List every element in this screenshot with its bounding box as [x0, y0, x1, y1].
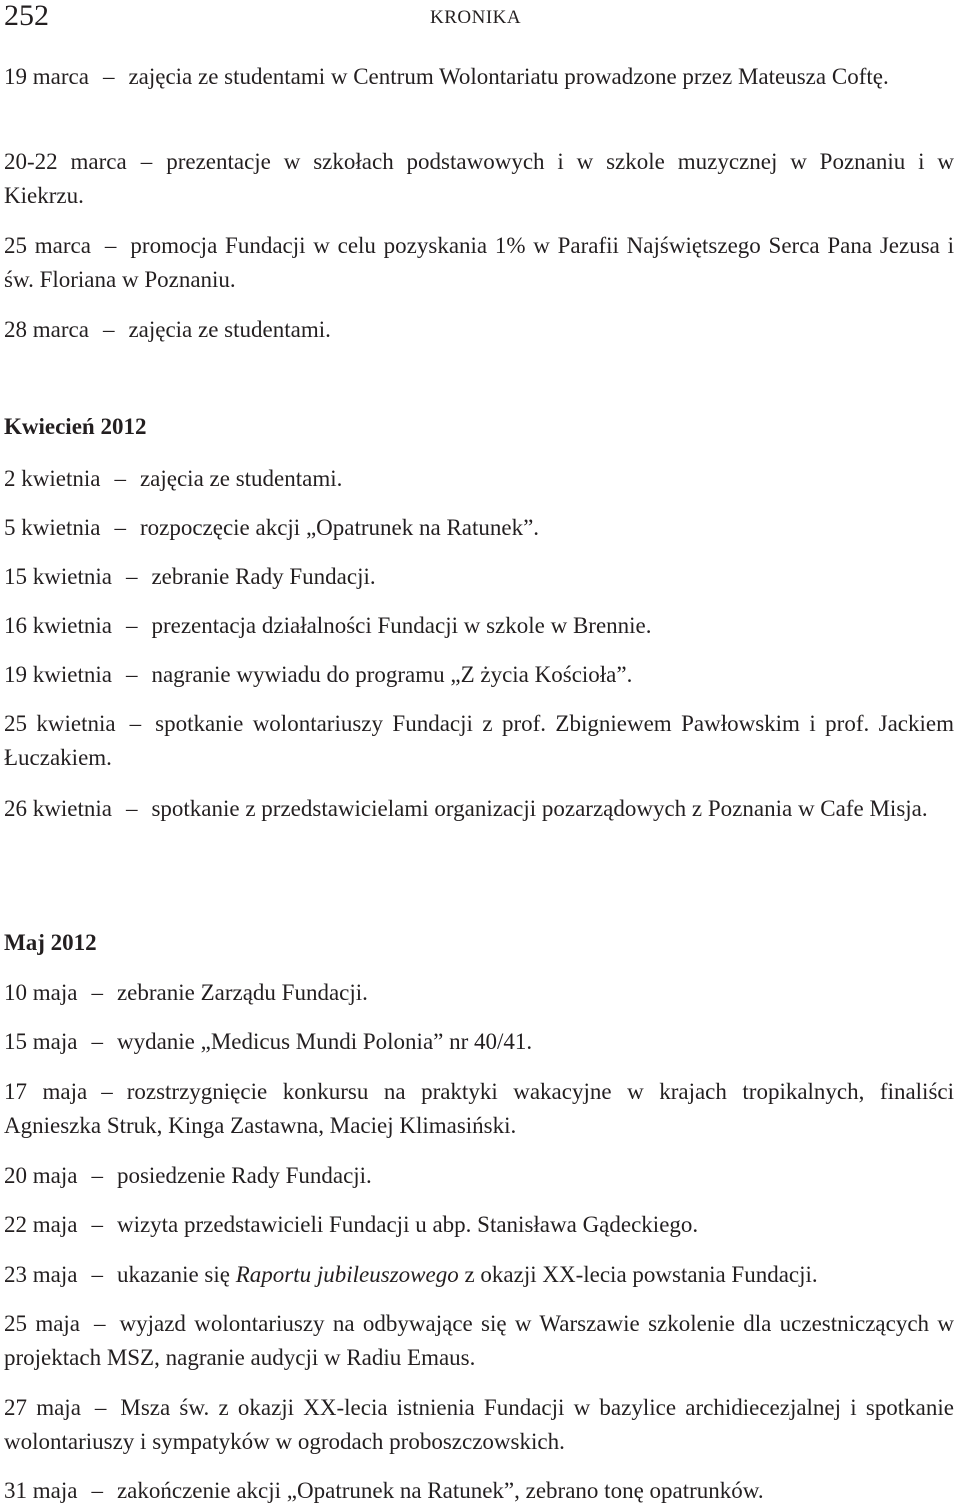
chronicle-entry — [4, 1307, 954, 1375]
entry-text: zajęcia ze studentami. — [128, 317, 331, 342]
entry-text: rozstrzygnięcie konkursu na praktyki wakacyjne w krajach tropikalnych, finaliści Agnieszka Struk, Kinga Zastawna, Maciej Klimasiński. — [4, 1079, 954, 1138]
entry-date: 5 kwietnia — [4, 515, 101, 540]
entry-text-italic-title: Raportu jubileuszowego — [235, 1262, 459, 1287]
entry-text: posiedzenie Rady Fundacji. — [116, 1163, 372, 1188]
entry-date: 23 maja — [4, 1262, 78, 1287]
entry-text: prezentacja działalności Fundacji w szkole w Brennie. — [151, 613, 652, 638]
entry-text: rozpoczęcie akcji „Opatrunek na Ratunek”. — [139, 515, 540, 540]
entry-dash: – — [91, 980, 103, 1005]
entry-date: 2 kwietnia — [4, 466, 101, 491]
entry-date: 10 maja — [4, 980, 78, 1005]
chronicle-entry — [4, 60, 954, 94]
chronicle-entry — [4, 1258, 954, 1292]
entry-dash: – — [91, 1029, 103, 1054]
section-heading-april: Kwiecień 2012 — [4, 414, 147, 439]
chronicle-entry — [4, 313, 954, 347]
entry-dash: – — [114, 515, 126, 540]
section-heading-may: Maj 2012 — [4, 930, 97, 955]
entry-text: wydanie „Medicus Mundi Polonia” nr 40/41. — [116, 1029, 533, 1054]
entry-dash: – — [125, 796, 138, 821]
entry-date: 19 kwietnia — [4, 662, 112, 687]
entry-dash: – — [140, 149, 153, 174]
entry-dash: – — [114, 466, 126, 491]
chronicle-entry — [4, 229, 954, 297]
chronicle-entry — [4, 1474, 954, 1508]
chronicle-entry — [4, 976, 954, 1010]
chronicle-entry — [4, 1075, 954, 1143]
entry-dash: – — [91, 1262, 103, 1287]
chronicle-entry — [4, 1159, 954, 1193]
entry-date: 22 maja — [4, 1212, 78, 1237]
entry-dash: – — [102, 317, 115, 342]
entry-text: zajęcia ze studentami w Centrum Wolontariatu prowadzone przez Mateusza Coftę. — [128, 64, 889, 89]
entry-text: wyjazd wolontariuszy na odbywające się w Warszawie szkolenie dla uczestniczących w projektach MSZ, nagranie audycji w Radiu Emaus. — [4, 1311, 954, 1370]
entry-date: 16 kwietnia — [4, 613, 112, 638]
entry-dash: – — [125, 613, 138, 638]
entry-text: spotkanie wolontariuszy Fundacji z prof. Zbigniewem Pawłowskim i prof. Jackiem Łuczakiem. — [4, 711, 955, 770]
entry-date: 27 maja — [4, 1395, 81, 1420]
entry-dash: – — [104, 233, 117, 258]
entry-dash: – — [94, 1311, 106, 1336]
entry-dash: – — [102, 64, 115, 89]
chronicle-entry — [4, 511, 954, 545]
chronicle-entry — [4, 462, 954, 496]
entry-text: prezentacje w szkołach podstawowych i w szkole muzycznej w Poznaniu i w Kiekrzu. — [4, 149, 954, 208]
entry-date: 15 maja — [4, 1029, 78, 1054]
entry-text: wizyta przedstawicieli Fundacji u abp. Stanisława Gądeckiego. — [116, 1212, 699, 1237]
entry-date: 19 marca — [4, 64, 89, 89]
running-head: KRONIKA — [430, 7, 522, 28]
chronicle-entry — [4, 609, 954, 643]
entry-date: 15 kwietnia — [4, 564, 112, 589]
entry-dash: – — [125, 662, 138, 687]
entry-text: spotkanie z przedstawicielami organizacji pozarządowych z Poznania w Cafe Misja. — [151, 796, 928, 821]
chronicle-entry — [4, 792, 954, 826]
page-number: 252 — [4, 0, 49, 32]
chronicle-entry — [4, 1208, 954, 1242]
entry-text: zajęcia ze studentami. — [139, 466, 343, 491]
entry-date: 25 marca — [4, 233, 91, 258]
entry-date: 20-22 marca — [4, 149, 127, 174]
entry-date: 20 maja — [4, 1163, 78, 1188]
entry-date: 25 kwietnia — [4, 711, 116, 736]
entry-dash: – — [91, 1163, 103, 1188]
entry-text: nagranie wywiadu do programu „Z życia Kościoła”. — [151, 662, 633, 687]
entry-dash: – — [101, 1079, 113, 1104]
chronicle-entry — [4, 145, 954, 213]
entry-dash: – — [125, 564, 138, 589]
entry-text-before: ukazanie się — [116, 1262, 230, 1287]
entry-dash: – — [129, 711, 142, 736]
entry-date: 31 maja — [4, 1478, 78, 1503]
chronicle-entry — [4, 658, 954, 692]
entry-text: promocja Fundacji w celu pozyskania 1% w Parafii Najświętszego Serca Pana Jezusa i św. Floriana w Poznaniu. — [4, 233, 954, 292]
entry-date: 26 kwietnia — [4, 796, 112, 821]
chronicle-entry — [4, 1391, 954, 1459]
entry-text: zebranie Zarządu Fundacji. — [116, 980, 368, 1005]
entry-date: 17 maja — [4, 1079, 88, 1104]
entry-dash: – — [94, 1395, 107, 1420]
entry-dash: – — [91, 1478, 103, 1503]
chronicle-entry — [4, 707, 954, 775]
chronicle-entry — [4, 560, 954, 594]
entry-text: zakończenie akcji „Opatrunek na Ratunek”, zebrano tonę opatrunków. — [116, 1478, 764, 1503]
chronicle-entry — [4, 1025, 954, 1059]
entry-dash: – — [91, 1212, 103, 1237]
entry-date: 25 maja — [4, 1311, 81, 1336]
entry-text: zebranie Rady Fundacji. — [151, 564, 376, 589]
entry-date: 28 marca — [4, 317, 89, 342]
entry-text: Msza św. z okazji XX-lecia istnienia Fundacji w bazylice archidiecezjalnej i spotkanie wolontariuszy i sympatyków w ogrodach proboszczowskich. — [4, 1395, 954, 1454]
entry-text-after: z okazji XX-lecia powstania Fundacji. — [464, 1262, 818, 1287]
